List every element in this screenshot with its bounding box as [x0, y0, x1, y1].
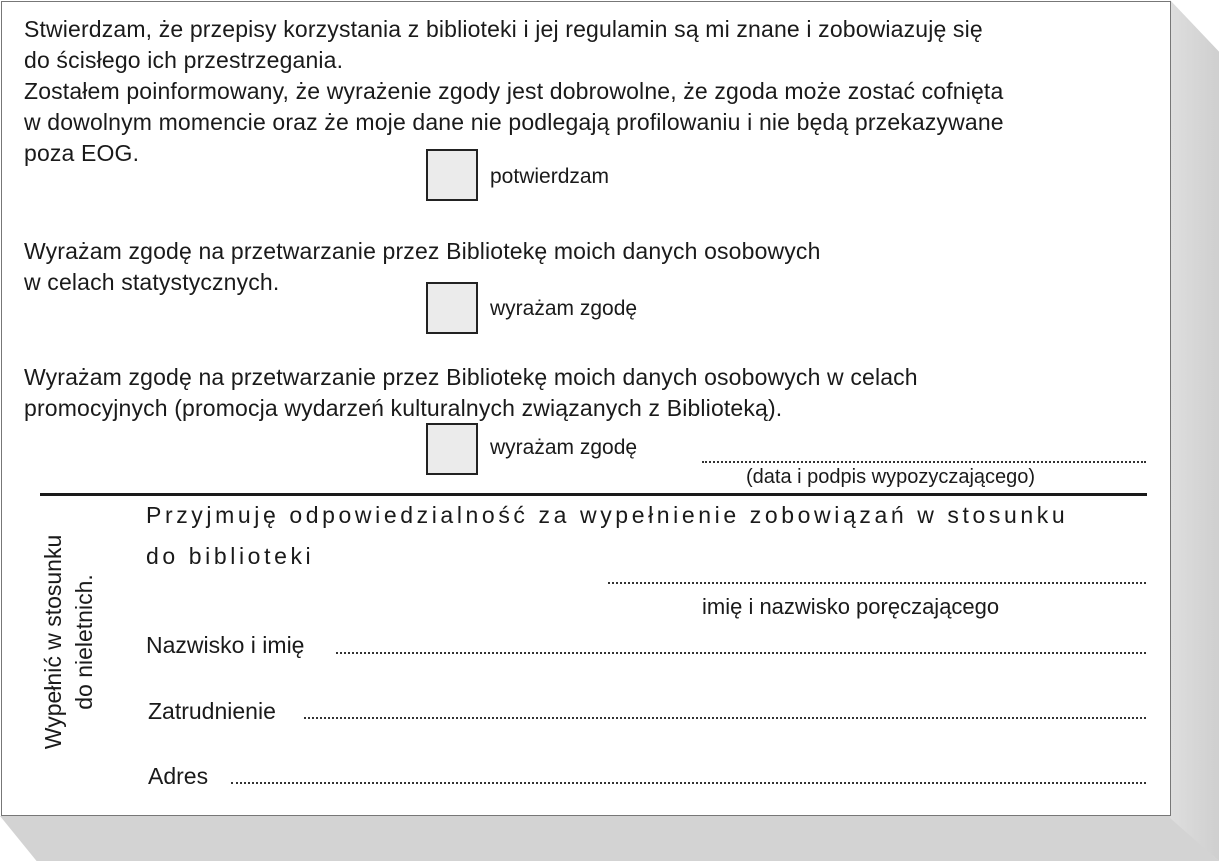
- consent-paragraph-promotion: Wyrażam zgodę na przetwarzanie przez Bibliotekę moich danych osobowych w celach promocyjnych (promocja wydarzeń kulturalnych związanych z Biblioteką).: [24, 364, 918, 421]
- guarantor-statement: Przyjmuję odpowiedzialność za wypełnienie zobowiązań w stosunku do biblioteki: [146, 502, 1069, 569]
- promotion-consent-checkbox[interactable]: [426, 423, 478, 475]
- confirm-checkbox[interactable]: [426, 149, 478, 201]
- address-field-label: Adres: [148, 763, 209, 789]
- borrower-signature-caption: (data i podpis wypozyczającego): [746, 466, 1036, 488]
- consent-paragraph-rules: Stwierdzam, że przepisy korzystania z biblioteki i jej regulamin są mi znane i zobowiazuję się do ścisłego ich przestrzegania. Zostałem poinformowany, że wyrażenie zgody jest dobrowolne, że zgoda może zostać cofnięta w dowolnym momencie oraz że moje dane nie podlegają profilowaniu i nie będą przekazywane poza EOG.: [24, 16, 1004, 166]
- name-field-line[interactable]: [336, 652, 1146, 654]
- guarantor-name-caption: imię i nazwisko poręczającego: [702, 594, 1000, 619]
- guarantor-name-line[interactable]: [608, 582, 1146, 584]
- library-card-form: [1, 1, 1171, 816]
- page-shadow-right: [1170, 0, 1219, 861]
- employment-field-label: Zatrudnienie: [148, 698, 276, 724]
- name-field-label: Nazwisko i imię: [146, 632, 305, 658]
- borrower-signature-line[interactable]: [702, 461, 1146, 463]
- minors-side-label: Wypełnić w stosunku do nieletnich.: [40, 534, 97, 750]
- promotion-consent-label: wyrażam zgodę: [490, 436, 638, 459]
- consent-paragraph-statistics: Wyrażam zgodę na przetwarzanie przez Bibliotekę moich danych osobowych w celach statystycznych.: [24, 238, 821, 295]
- statistics-consent-label: wyrażam zgodę: [490, 297, 638, 320]
- employment-field-line[interactable]: [304, 717, 1146, 719]
- page-shadow-bottom: [0, 816, 1219, 861]
- address-field-line[interactable]: [231, 782, 1146, 784]
- statistics-consent-checkbox[interactable]: [426, 282, 478, 334]
- confirm-checkbox-label: potwierdzam: [490, 165, 610, 188]
